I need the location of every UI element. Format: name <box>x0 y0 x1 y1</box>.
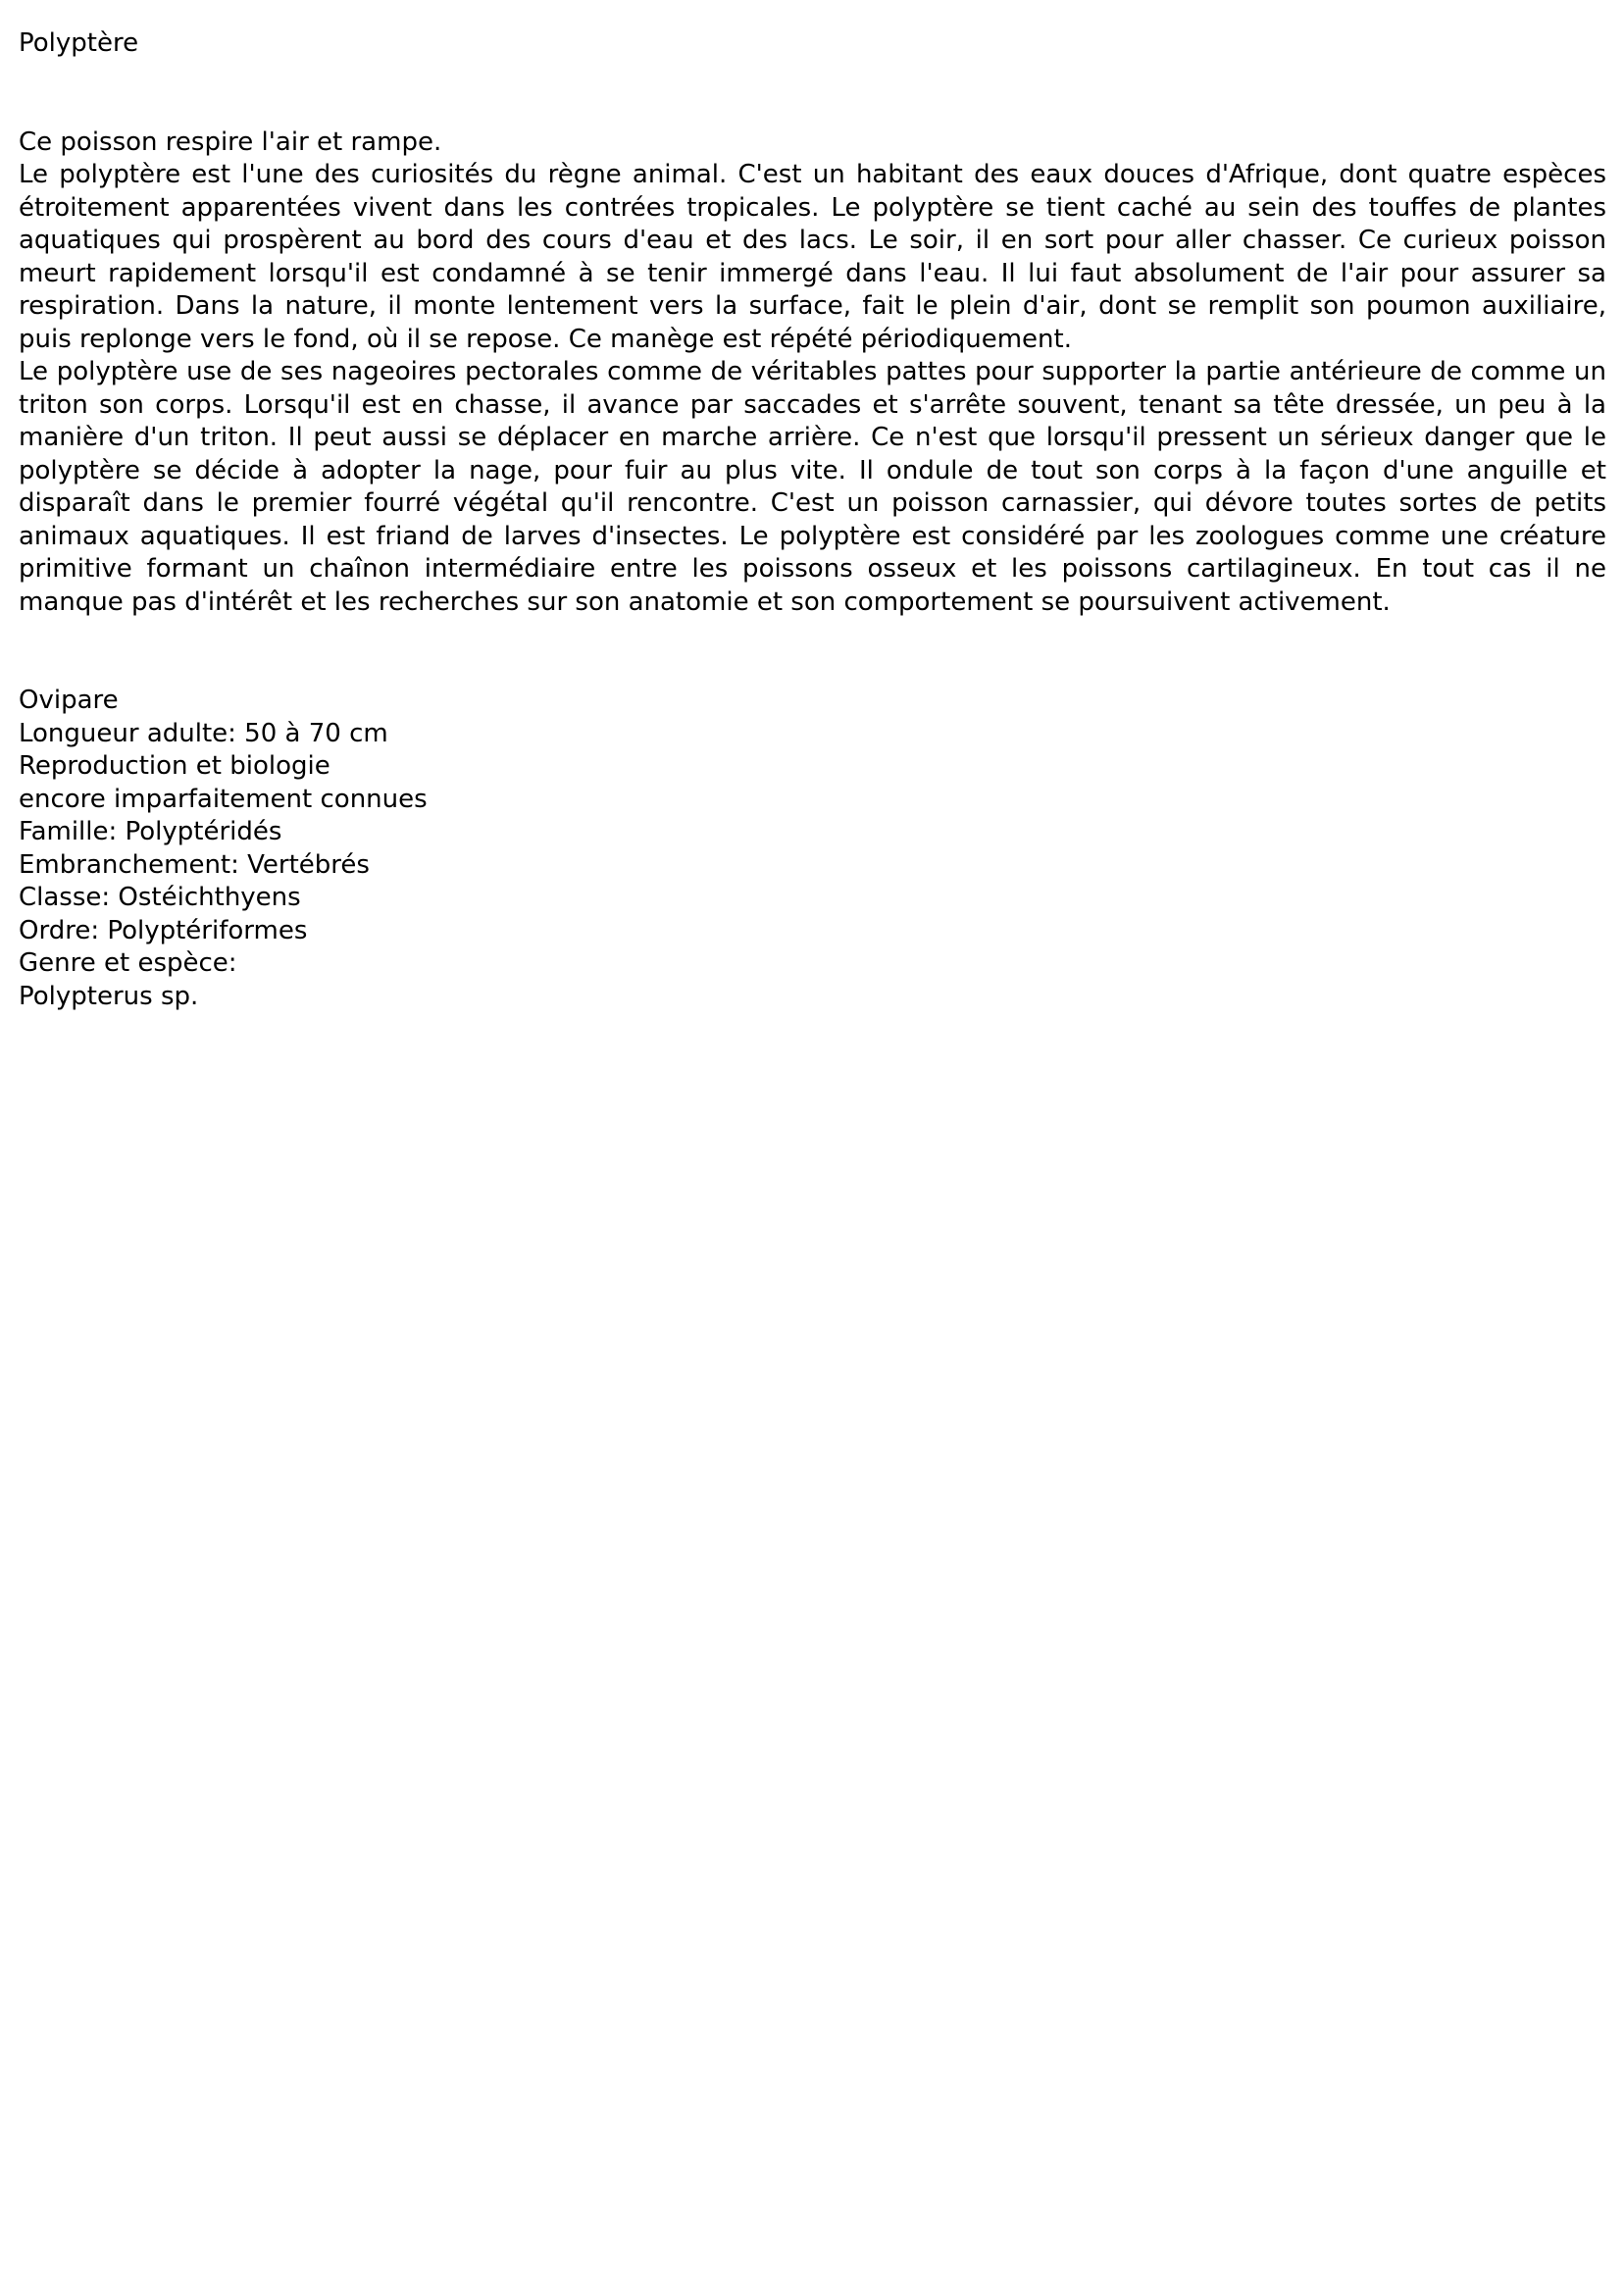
paragraph-behavior: Le polyptère use de ses nageoires pectorales comme de véritables pattes pour supporter la partie antérieure de comme un triton son corps. Lorsqu'il est en chasse, il avance par saccades et s'arrête souvent, tenant sa tête dressée, un peu à la manière d'un triton. Il peut aussi se déplacer en marche arrière. Ce n'est que lorsqu'il pressent un sérieux danger que le polyptère se décide à adopter la nage, pour fuir au plus vite. Il ondule de tout son corps à la façon d'une anguille et disparaît dans le premier fourré végétal qu'il rencontre. C'est un poisson carnassier, qui dévore toutes sortes de petits animaux aquatiques. Il est friand de larves d'insectes. Le polyptère est considéré par les zoologues comme une créature primitive formant un chaînon intermédiaire entre les poissons osseux et les poissons cartilagineux. En tout cas il ne manque pas d'intérêt et les recherches sur son anatomie et son comportement se poursuivent activement. <box>19 357 1606 617</box>
fact-line: Polypterus sp. <box>19 981 199 1011</box>
facts-list <box>19 685 1606 1013</box>
fact-line: Reproduction et biologie <box>19 751 330 781</box>
document-subtitle: Ce poisson respire l'air et rampe. <box>19 127 442 157</box>
fact-line: Longueur adulte: 50 à 70 cm <box>19 718 388 748</box>
fact-line: Famille: Polyptéridés <box>19 817 282 846</box>
fact-line: Ovipare <box>19 686 119 715</box>
fact-line: Genre et espèce: <box>19 948 237 978</box>
fact-line: Ordre: Polyptériformes <box>19 915 308 945</box>
fact-line: encore imparfaitement connues <box>19 784 428 814</box>
paragraph-intro: Le polyptère est l'une des curiosités du règne animal. C'est un habitant des eaux douces d'Afrique, dont quatre espèces étroitement apparentées vivent dans les contrées tropicales. Le polyptère se tient caché au sein des touffes de plantes aquatiques qui prospèrent au bord des cours d'eau et des lacs. Le soir, il en sort pour aller chasser. Ce curieux poisson meurt rapidement lorsqu'il est condamné à se tenir immergé dans l'eau. Il lui faut absolument de l'air pour assurer sa respiration. Dans la nature, il monte lentement vers la surface, fait le plein d'air, dont se remplit son poumon auxiliaire, puis replonge vers le fond, où il se repose. Ce manège est répété périodiquement. <box>19 160 1606 354</box>
fact-line: Embranchement: Vertébrés <box>19 849 370 880</box>
document-title: Polyptère <box>19 28 139 58</box>
document-page <box>19 27 1606 1013</box>
fact-line: Classe: Ostéichthyens <box>19 883 301 912</box>
